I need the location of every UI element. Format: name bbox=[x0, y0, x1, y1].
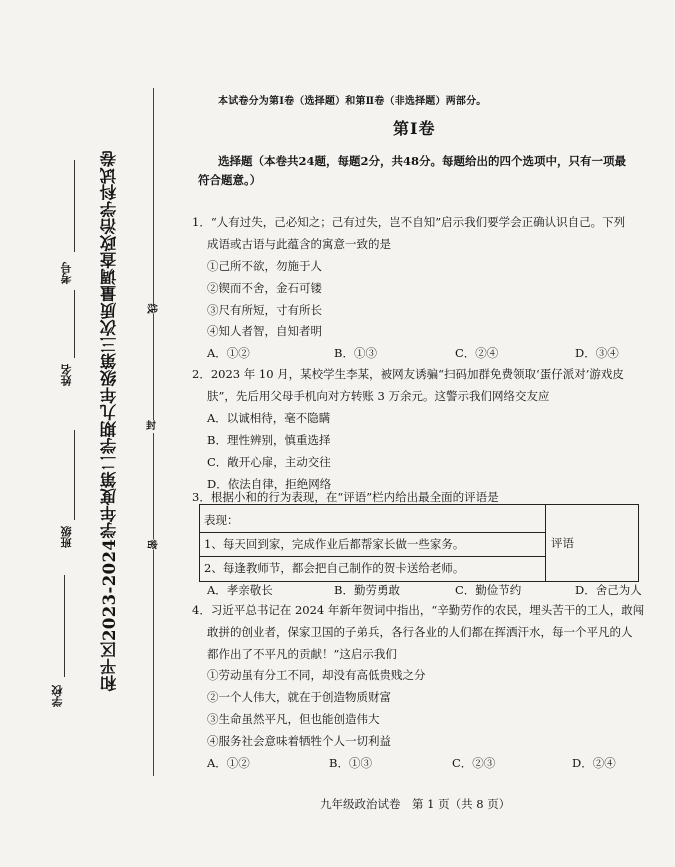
q1-statement-3: ③尺有所短，寸有所长 bbox=[207, 303, 322, 317]
q1-option-b[interactable]: B．①③ bbox=[334, 346, 377, 360]
q3-stem-line-1: 3．根据小和的行为表现，在“评语”栏内给出最全面的评语是 bbox=[192, 490, 499, 504]
instructions-line-2: 符合题意。） bbox=[198, 173, 262, 187]
comment-label: 评语 bbox=[551, 536, 574, 550]
q1-option-c[interactable]: C．②④ bbox=[455, 346, 499, 360]
exam-number-label: 考号 bbox=[60, 262, 73, 284]
q1-option-d[interactable]: D．③④ bbox=[575, 346, 619, 360]
q3-option-a[interactable]: A．孝亲敬长 bbox=[207, 583, 273, 597]
q2-option-d[interactable]: D．依法自律，拒绝网络 bbox=[207, 477, 332, 491]
q4-stem-line-2: 敢拼的创业者，保家卫国的子弟兵，各行各业的人们都在挥洒汗水，每一个平凡的人 bbox=[207, 625, 633, 639]
instructions-line-1: 选择题（本卷共24题，每题2分，共48分。每题给出的四个选项中，只有一项最 bbox=[218, 154, 627, 168]
class-label: 班级 bbox=[60, 526, 73, 548]
exam-title-vertical: 和平区2023-2024学年度第二学期九年级第三次质量调查政治学科试卷 bbox=[100, 150, 119, 692]
q1-statement-4: ④知人者智，自知者明 bbox=[207, 324, 322, 338]
q1-option-a[interactable]: A．①② bbox=[207, 346, 250, 360]
q4-option-c[interactable]: C．②③ bbox=[452, 756, 496, 770]
q1-statement-2: ②锲而不舍，金石可镂 bbox=[207, 281, 322, 295]
page-footer: 九年级政治试卷 第 1 页（共 8 页） bbox=[320, 797, 511, 811]
q4-option-b[interactable]: B．①③ bbox=[329, 756, 372, 770]
school-label: 学校 bbox=[51, 685, 64, 707]
q4-statement-3: ③生命虽然平凡，但也能创造伟大 bbox=[207, 712, 380, 726]
seal-char-xian: 线 bbox=[145, 303, 157, 314]
q3-option-b[interactable]: B．勤劳勇敢 bbox=[334, 583, 400, 597]
q4-statement-2: ②一个人伟大，就在于创造物质财富 bbox=[207, 690, 391, 704]
q2-option-a[interactable]: A．以诚相待，毫不隐瞒 bbox=[207, 411, 331, 425]
table-row-2: 2、每逢教师节，都会把自己制作的贺卡送给老师。 bbox=[204, 561, 465, 575]
q4-option-a[interactable]: A．①② bbox=[207, 756, 250, 770]
q2-stem-line-2: 肤”，先后用父母手机向对方转账 3 万余元。这警示我们网络交友应 bbox=[207, 389, 550, 403]
q3-option-c[interactable]: C．勤俭节约 bbox=[455, 583, 522, 597]
q1-stem-line-1: 1．“人有过失，己必知之；己有过失，岂不自知”启示我们要学会正确认识自己。下列 bbox=[192, 215, 626, 229]
q3-option-d[interactable]: D．舍己为人 bbox=[575, 583, 642, 597]
q2-option-b[interactable]: B．理性辨别，慎重选择 bbox=[207, 433, 331, 447]
q2-option-c[interactable]: C．敞开心扉，主动交往 bbox=[207, 455, 331, 469]
q4-statement-4: ④服务社会意味着牺牲个人一切利益 bbox=[207, 734, 391, 748]
exam-number-input-line[interactable] bbox=[74, 160, 75, 252]
table-header: 表现： bbox=[204, 513, 239, 527]
volume-title: 第Ⅰ卷 bbox=[393, 119, 436, 138]
q2-stem-line-1: 2．2023 年 10 月，某校学生李某，被网友诱骗“扫码加群免费领取‘蛋仔派对’游戏皮 bbox=[192, 367, 624, 381]
paper-intro: 本试卷分为第Ⅰ卷（选择题）和第Ⅱ卷（非选择题）两部分。 bbox=[218, 96, 487, 107]
q4-stem-line-3: 都作出了不平凡的贡献！”这启示我们 bbox=[207, 647, 397, 661]
school-input-line[interactable] bbox=[64, 575, 65, 677]
name-label: 姓名 bbox=[60, 364, 73, 386]
seal-char-feng: 封 bbox=[146, 421, 156, 432]
class-input-line[interactable] bbox=[74, 430, 75, 520]
table-row-1: 1、每天回到家，完成作业后都帮家长做一些家务。 bbox=[204, 537, 465, 551]
name-input-line[interactable] bbox=[74, 290, 75, 358]
q1-stem-line-2: 成语或古语与此蕴含的寓意一致的是 bbox=[207, 237, 391, 251]
q4-option-d[interactable]: D．②④ bbox=[572, 756, 616, 770]
q4-stem-line-1: 4．习近平总书记在 2024 年新年贺词中指出，“辛勤劳作的农民，埋头苦干的工人，敢闯 bbox=[192, 603, 645, 617]
evaluation-table bbox=[199, 504, 639, 582]
q4-statement-1: ①劳动虽有分工不同，却没有高低贵贱之分 bbox=[207, 668, 426, 682]
seal-char-mi: 密 bbox=[145, 539, 157, 550]
q1-statement-1: ①己所不欲，勿施于人 bbox=[207, 259, 322, 273]
